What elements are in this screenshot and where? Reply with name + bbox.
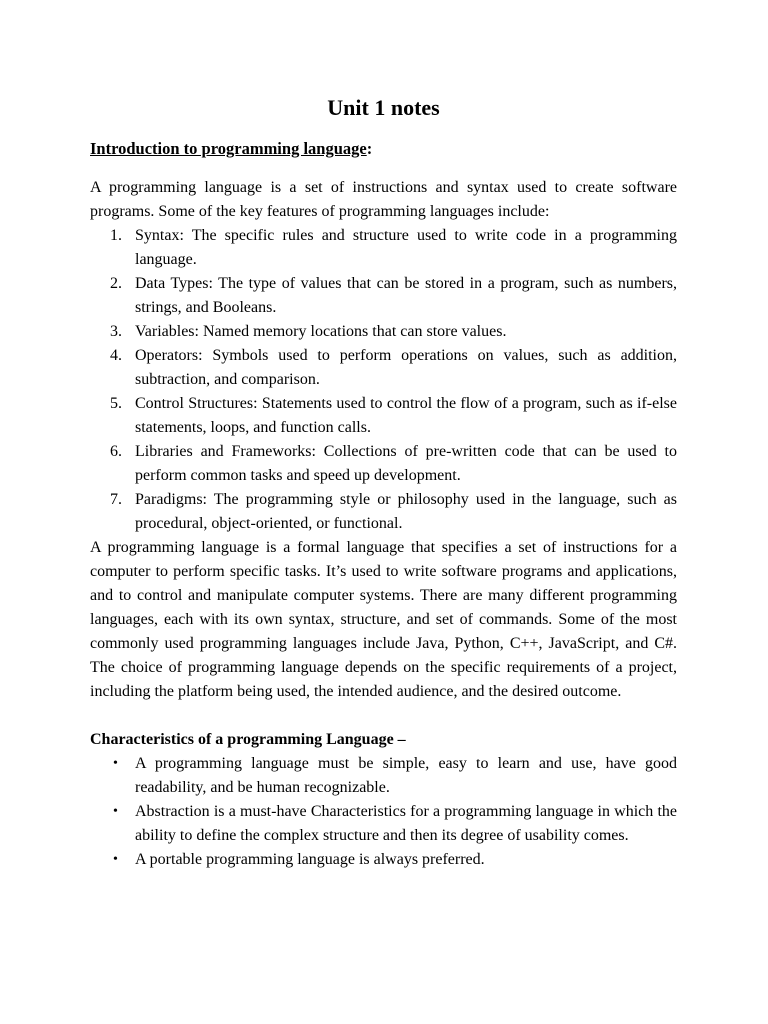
features-list <box>90 224 677 536</box>
list-item <box>90 224 677 272</box>
list-item-text: A portable programming language is always preferred. <box>135 851 485 868</box>
list-item <box>90 440 677 488</box>
intro-heading-text: Introduction to programming language <box>90 139 367 158</box>
characteristics-list <box>90 752 677 872</box>
section-spacer <box>90 704 677 728</box>
list-item-text: Variables: Named memory locations that can store values. <box>135 323 507 340</box>
list-item <box>90 488 677 536</box>
list-item <box>90 392 677 440</box>
list-item <box>90 272 677 320</box>
list-item-number: 6. <box>110 443 122 460</box>
intro-paragraph: A programming language is a set of instructions and syntax used to create software programs. Some of the key features of programming languages include: <box>90 179 677 220</box>
bullet-icon: • <box>113 756 118 771</box>
list-item <box>90 800 677 848</box>
list-item-number: 4. <box>110 347 122 364</box>
list-item-text: Libraries and Frameworks: Collections of pre-written code that can be used to perform common tasks and speed up development. <box>135 443 677 484</box>
list-item-number: 2. <box>110 275 122 292</box>
overview-paragraph: A programming language is a formal language that specifies a set of instructions for a computer to perform specific tasks. It’s used to write software programs and applications, and to control and manipulate computer systems. There are many different programming languages, each with its own syntax, structure, and set of commands. Some of the most commonly used programming languages include Java, Python, C++, JavaScript, and C#. The choice of programming language depends on the specific requirements of a project, including the platform being used, the intended audience, and the desired outcome. <box>90 539 677 700</box>
list-item-number: 1. <box>110 227 122 244</box>
list-item <box>90 344 677 392</box>
page-title: Unit 1 notes <box>327 95 440 120</box>
list-item-text: Operators: Symbols used to perform operations on values, such as addition, subtraction, and comparison. <box>135 347 677 388</box>
intro-heading-colon: : <box>366 139 373 158</box>
intro-heading <box>90 136 677 162</box>
list-item-text: Abstraction is a must-have Characteristics for a programming language in which the ability to define the complex structure and then its degree of usability comes. <box>135 803 677 844</box>
list-item-number: 7. <box>110 491 122 508</box>
list-item-text: Data Types: The type of values that can be stored in a program, such as numbers, strings, and Booleans. <box>135 275 677 316</box>
list-item-text: Paradigms: The programming style or philosophy used in the language, such as procedural, object-oriented, or functional. <box>135 491 677 532</box>
list-item-number: 3. <box>110 323 122 340</box>
list-item-text: Control Structures: Statements used to control the flow of a program, such as if-else statements, loops, and function calls. <box>135 395 677 436</box>
list-item-text: Syntax: The specific rules and structure used to write code in a programming language. <box>135 227 677 268</box>
list-item <box>90 320 677 344</box>
list-item-number: 5. <box>110 395 122 412</box>
list-item <box>90 848 677 872</box>
list-item <box>90 752 677 800</box>
bullet-icon: • <box>113 852 118 867</box>
list-item-text: A programming language must be simple, easy to learn and use, have good readability, and be human recognizable. <box>135 755 677 796</box>
bullet-icon: • <box>113 804 118 819</box>
document-page <box>90 92 677 872</box>
characteristics-heading: Characteristics of a programming Language – <box>90 731 406 748</box>
